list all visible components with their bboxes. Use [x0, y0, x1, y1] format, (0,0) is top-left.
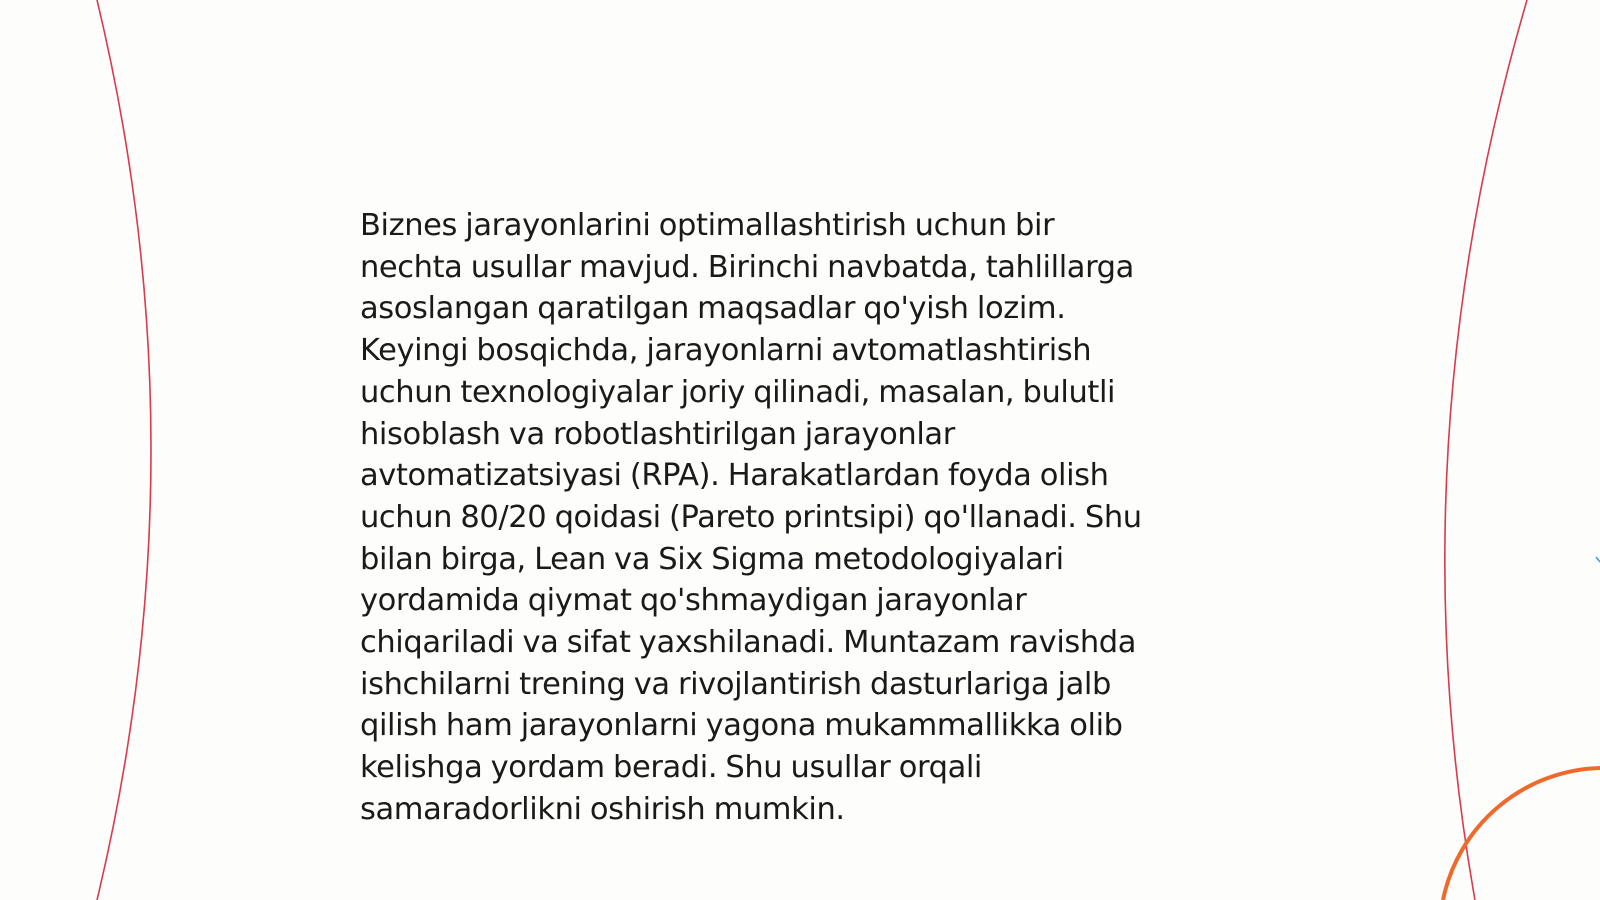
text-line: chiqariladi va sifat yaxshilanadi. Muntazam ravishda	[360, 625, 1137, 661]
text-line: avtomatizatsiyasi (RPA). Harakatlardan foyda olish	[360, 458, 1109, 494]
text-line: hisoblash va robotlashtirilgan jarayonlar	[360, 416, 955, 452]
text-line: uchun texnologiyalar joriy qilinadi, masalan, bulutli	[360, 374, 1116, 410]
text-line: qilish ham jarayonlarni yagona mukammallikka olib	[360, 708, 1123, 744]
body-paragraph	[360, 205, 1240, 831]
text-line: uchun 80/20 qoidasi (Pareto printsipi) qo'llanadi. Shu	[360, 499, 1142, 535]
text-line: nechta usullar mavjud. Birinchi navbatda, tahlillarga	[360, 249, 1134, 285]
left-curve-line	[97, 0, 151, 900]
text-line: Keyingi bosqichda, jarayonlarni avtomatlashtirish	[360, 333, 1092, 369]
small-accent-mark	[1596, 557, 1600, 562]
text-line: ishchilarni trening va rivojlantirish dasturlariga jalb	[360, 666, 1111, 702]
text-line: yordamida qiymat qo'shmaydigan jarayonlar	[360, 583, 1027, 619]
right-curve-line	[1445, 0, 1527, 900]
text-line: asoslangan qaratilgan maqsadlar qo'yish lozim.	[360, 291, 1066, 327]
text-line: Biznes jarayonlarini optimallashtirish uchun bir	[360, 208, 1055, 243]
orange-accent-arc	[1443, 768, 1600, 900]
text-line: kelishga yordam beradi. Shu usullar orqali	[360, 750, 983, 786]
text-line: samaradorlikni oshirish mumkin.	[360, 791, 845, 827]
text-line: bilan birga, Lean va Six Sigma metodologiyalari	[360, 541, 1064, 577]
